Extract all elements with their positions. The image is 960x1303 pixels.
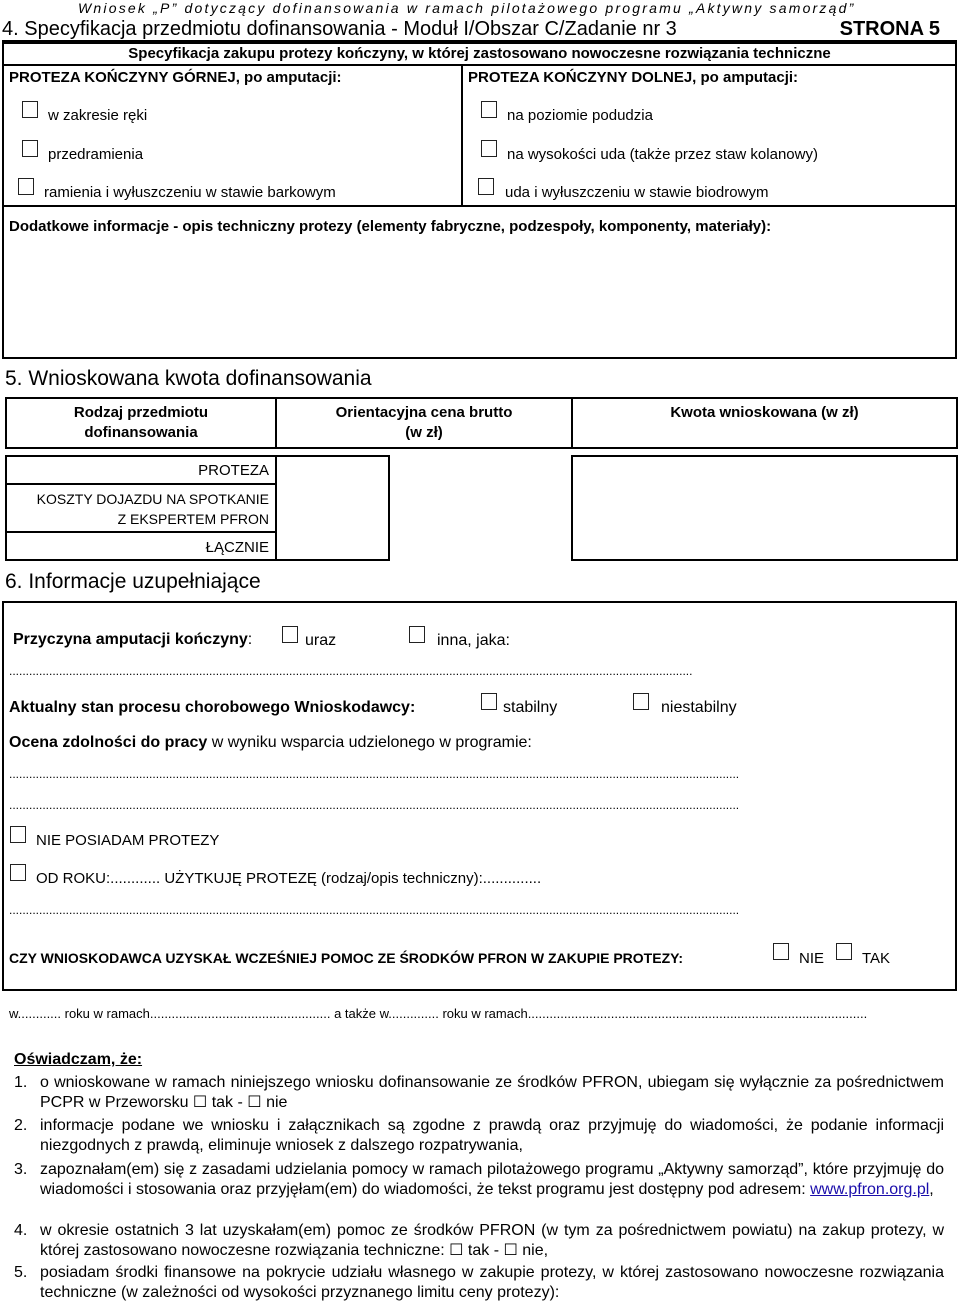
col-amount-label: Kwota wnioskowana (w zł) xyxy=(670,404,859,421)
declaration-item-5 xyxy=(14,1263,944,1303)
declaration-item-2 xyxy=(14,1116,944,1156)
row-travel-line1: KOSZTY DOJAZDU NA SPOTKANIE xyxy=(36,491,269,507)
amount-input-cell[interactable] xyxy=(571,455,958,561)
upper-option-shoulder-checkbox[interactable] xyxy=(18,178,34,195)
declaration-item-4 xyxy=(14,1221,944,1261)
state-stable-checkbox[interactable] xyxy=(481,693,497,710)
state-stable-label: stabilny xyxy=(503,699,558,716)
col-amount-header xyxy=(571,397,958,449)
declaration-item-5-num: 5. xyxy=(14,1264,28,1281)
work-ability xyxy=(9,734,532,752)
no-prosthesis-label: NIE POSIADAM PROTEZY xyxy=(36,832,220,849)
pfron-yes-checkbox[interactable] xyxy=(836,943,852,960)
work-ability-dots-2[interactable]: ........................................................................................................................................................................................................................... xyxy=(9,798,740,812)
lower-option-shank-checkbox[interactable] xyxy=(481,101,497,118)
row-proteza-text: PROTEZA xyxy=(198,462,269,479)
upper-option-forearm-checkbox[interactable] xyxy=(22,140,38,157)
lower-option-thigh-label: na wysokości uda (także przez staw kolanowy) xyxy=(507,146,818,163)
pfron-website-link[interactable]: www.pfron.org.pl xyxy=(810,1181,930,1198)
additional-info-label: Dodatkowe informacje - opis techniczny protezy (elementy fabryczne, podzespoły, komponenty, materiały): xyxy=(9,218,772,235)
section-6-box xyxy=(2,601,957,991)
lower-limb-heading: PROTEZA KOŃCZYNY DOLNEJ, po amputacji: xyxy=(468,69,799,86)
pfron-question: CZY WNIOSKODAWCA UZYSKAŁ WCZEŚNIEJ POMOC ZE ŚRODKÓW PFRON W ZAKUPIE PROTEZY: xyxy=(9,950,684,966)
declaration-item-4-num: 4. xyxy=(14,1222,28,1239)
declaration-item-1-num: 1. xyxy=(14,1074,28,1091)
upper-option-shoulder-label: ramienia i wyłuszczeniu w stawie barkowym xyxy=(44,184,336,201)
declaration-item-4-text: w okresie ostatnich 3 lat uzyskałam(em) pomoc ze środków PFRON (w tym za pośrednictwem powiatu) na zakup protezy, w której zastosowano nowoczesne rozwiązania techniczne: ☐ tak - ☐ nie, xyxy=(40,1222,944,1259)
since-year-checkbox[interactable] xyxy=(10,864,26,881)
declaration-item-3-text: zapoznałam(em) się z zasadami udzielania pomocy w ramach pilotażowego programu „Aktywny samorząd”, które przyjmuję do wiadomości i stosowania oraz przyjęłam(em) do wiadomości, że tekst programu jest dostępny pod adresem: xyxy=(40,1161,944,1198)
declaration-item-3-num: 3. xyxy=(14,1161,28,1178)
work-ability-dots-1[interactable]: ........................................................................................................................................................................................................................... xyxy=(9,767,740,781)
lower-option-hip-label: uda i wyłuszczeniu w stawie biodrowym xyxy=(505,184,769,201)
section-5-title: 5. Wnioskowana kwota dofinansowania xyxy=(5,367,372,390)
prosthesis-description-dots[interactable]: ........................................................................................................................................................................................................................... xyxy=(9,903,740,917)
col-type-line1: Rodzaj przedmiotu xyxy=(73,404,209,421)
spec-column-divider xyxy=(461,64,463,206)
col-price-header xyxy=(275,397,573,449)
upper-limb-heading: PROTEZA KOŃCZYNY GÓRNEJ, po amputacji: xyxy=(9,69,342,86)
cause-other-label: inna, jaka: xyxy=(437,632,510,649)
pfron-no-label: NIE xyxy=(799,950,825,967)
row-total-label xyxy=(5,531,277,561)
running-header: Wniosek „P” dotyczący dofinansowania w ramach pilotażowego programu „Aktywny samorząd” xyxy=(78,0,856,16)
pfron-no-checkbox[interactable] xyxy=(773,943,789,960)
col-price-line2: (w zł) xyxy=(405,424,443,441)
upper-option-hand-label: w zakresie ręki xyxy=(48,107,148,124)
declaration-item-1-text: o wnioskowane w ramach niniejszego wniosku dofinansowanie ze środków PFRON, ubiegam się wyłącznie za pośrednictwem PCPR w Przeworsku ☐ tak - ☐ nie xyxy=(40,1074,944,1111)
disease-state-label: Aktualny stan procesu chorobowego Wnioskodawcy: xyxy=(9,699,416,716)
row-travel-line2: Z EKSPERTEM PFRON xyxy=(117,511,269,527)
declaration-title: Oświadczam, że: xyxy=(14,1051,143,1068)
declaration-item-2-text: informacje podane we wniosku i załącznikach są zgodne z prawdą oraz przyjmuję do wiadomości, że podanie informacji niezgodnych z prawdą, eliminuje wniosek z dalszego rozpatrywania, xyxy=(40,1117,944,1154)
spec-options-divider xyxy=(2,205,957,207)
state-unstable-label: niestabilny xyxy=(661,699,737,716)
row-travel-label xyxy=(5,483,277,533)
cause-other-dots[interactable]: ............................................................................................................................................................................................................. xyxy=(9,664,693,678)
declaration-item-3-after: , xyxy=(929,1181,934,1198)
declaration-item-3-body xyxy=(40,1160,944,1200)
col-price-line1: Orientacyjna cena brutto xyxy=(335,404,513,421)
upper-option-hand-checkbox[interactable] xyxy=(22,101,38,118)
col-type-line2: dofinansowania xyxy=(84,424,198,441)
spec-subtitle: Specyfikacja zakupu protezy kończyny, w której zastosowano nowoczesne rozwiązania techniczne xyxy=(128,45,831,62)
lower-option-hip-checkbox[interactable] xyxy=(478,178,494,195)
no-prosthesis-checkbox[interactable] xyxy=(10,826,26,843)
work-ability-rest: w wyniku wsparcia udzielonego w programie: xyxy=(207,734,532,751)
cause-injury-label: uraz xyxy=(305,632,337,649)
cause-injury-checkbox[interactable] xyxy=(282,626,298,643)
price-input-cell[interactable] xyxy=(275,455,390,561)
lower-option-shank-label: na poziomie podudzia xyxy=(507,107,653,124)
upper-option-forearm-label: przedramienia xyxy=(48,146,144,163)
page-label: STRONA 5 xyxy=(839,18,940,40)
amputation-cause xyxy=(13,631,252,649)
since-year-label: OD ROKU:............ UŻYTKUJĘ PROTEZĘ (rodzaj/opis techniczny):.............. xyxy=(36,870,542,887)
pfron-yes-label: TAK xyxy=(862,950,891,967)
section-4-title: 4. Specyfikacja przedmiotu dofinansowania - Moduł I/Obszar C/Zadanie nr 3 xyxy=(2,18,677,40)
cause-other-checkbox[interactable] xyxy=(409,626,425,643)
declaration-item-5-text: posiadam środki finansowe na pokrycie udziału własnego w zakupie protezy, w której zastosowano nowoczesne rozwiązania techniczne (w zależności od wysokości przyznanego limitu ceny protezy): xyxy=(40,1264,944,1301)
work-ability-bold: Ocena zdolności do pracy xyxy=(9,734,208,751)
amputation-cause-label: Przyczyna amputacji kończyny xyxy=(13,631,248,648)
amputation-cause-colon: : xyxy=(247,631,253,648)
section-6-title: 6. Informacje uzupełniające xyxy=(5,570,261,593)
declaration-item-2-num: 2. xyxy=(14,1117,28,1134)
declaration-item-1 xyxy=(14,1073,944,1113)
pfron-years-line[interactable]: w............ roku w ramach.................................................. a także w.............. roku w ramach.............................................................................................. xyxy=(9,1006,868,1021)
additional-info-field[interactable] xyxy=(8,238,952,354)
row-proteza-label xyxy=(5,455,277,485)
lower-option-thigh-checkbox[interactable] xyxy=(481,140,497,157)
declaration-item-3 xyxy=(14,1160,944,1200)
row-total-text: ŁĄCZNIE xyxy=(205,539,269,556)
state-unstable-checkbox[interactable] xyxy=(633,693,649,710)
col-type-header xyxy=(5,397,277,449)
spec-divider xyxy=(2,64,957,66)
